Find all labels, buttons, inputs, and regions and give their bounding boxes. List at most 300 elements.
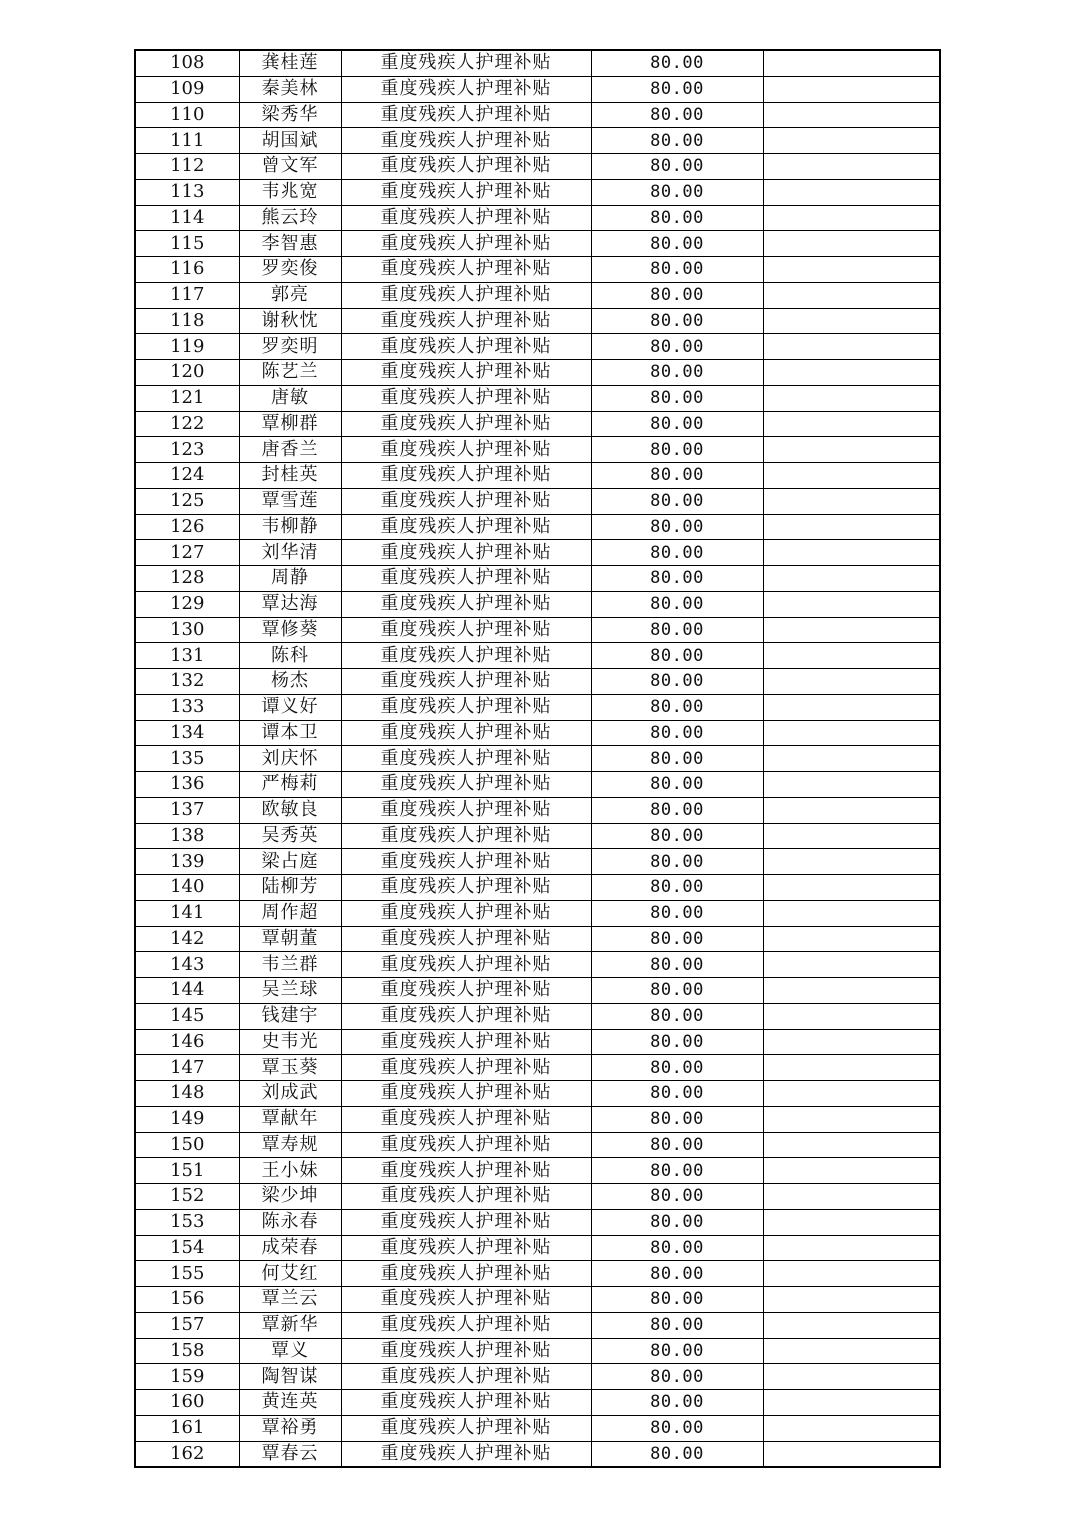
remark-cell <box>763 50 940 76</box>
serial-number-cell: 161 <box>135 1415 239 1441</box>
remark-cell <box>763 1390 940 1416</box>
table-row <box>135 514 940 540</box>
remark-cell <box>763 231 940 257</box>
subsidy-type-cell: 重度残疾人护理补贴 <box>341 823 591 849</box>
remark-cell <box>763 128 940 154</box>
table-row <box>135 411 940 437</box>
person-name-cell: 周作超 <box>239 900 341 926</box>
person-name-cell: 覃达海 <box>239 591 341 617</box>
table-row <box>135 50 940 76</box>
table-row <box>135 669 940 695</box>
person-name-cell: 梁少坤 <box>239 1184 341 1210</box>
table-row <box>135 1441 940 1467</box>
serial-number-cell: 138 <box>135 823 239 849</box>
table-row <box>135 772 940 798</box>
table-row <box>135 540 940 566</box>
amount-cell: 80.00 <box>591 926 763 952</box>
serial-number-cell: 143 <box>135 952 239 978</box>
remark-cell <box>763 76 940 102</box>
person-name-cell: 欧敏良 <box>239 797 341 823</box>
remark-cell <box>763 1029 940 1055</box>
serial-number-cell: 126 <box>135 514 239 540</box>
subsidy-type-cell: 重度残疾人护理补贴 <box>341 231 591 257</box>
table-row <box>135 76 940 102</box>
subsidy-type-cell: 重度残疾人护理补贴 <box>341 643 591 669</box>
subsidy-type-cell: 重度残疾人护理补贴 <box>341 1209 591 1235</box>
subsidy-type-cell: 重度残疾人护理补贴 <box>341 437 591 463</box>
subsidy-type-cell: 重度残疾人护理补贴 <box>341 1029 591 1055</box>
subsidy-type-cell: 重度残疾人护理补贴 <box>341 1261 591 1287</box>
serial-number-cell: 131 <box>135 643 239 669</box>
amount-cell: 80.00 <box>591 566 763 592</box>
subsidy-type-cell: 重度残疾人护理补贴 <box>341 746 591 772</box>
person-name-cell: 熊云玲 <box>239 205 341 231</box>
serial-number-cell: 110 <box>135 102 239 128</box>
table-row <box>135 1364 940 1390</box>
person-name-cell: 覃兰云 <box>239 1287 341 1313</box>
subsidy-type-cell: 重度残疾人护理补贴 <box>341 926 591 952</box>
person-name-cell: 谭本卫 <box>239 720 341 746</box>
serial-number-cell: 152 <box>135 1184 239 1210</box>
amount-cell: 80.00 <box>591 1312 763 1338</box>
table-row <box>135 308 940 334</box>
subsidy-type-cell: 重度残疾人护理补贴 <box>341 463 591 489</box>
remark-cell <box>763 849 940 875</box>
remark-cell <box>763 1106 940 1132</box>
subsidy-type-cell: 重度残疾人护理补贴 <box>341 720 591 746</box>
person-name-cell: 覃雪莲 <box>239 488 341 514</box>
remark-cell <box>763 1441 940 1467</box>
table-row <box>135 385 940 411</box>
subsidy-type-cell: 重度残疾人护理补贴 <box>341 566 591 592</box>
person-name-cell: 覃裕勇 <box>239 1415 341 1441</box>
remark-cell <box>763 772 940 798</box>
subsidy-type-cell: 重度残疾人护理补贴 <box>341 76 591 102</box>
person-name-cell: 刘华清 <box>239 540 341 566</box>
subsidy-type-cell: 重度残疾人护理补贴 <box>341 591 591 617</box>
person-name-cell: 吴秀英 <box>239 823 341 849</box>
amount-cell: 80.00 <box>591 154 763 180</box>
remark-cell <box>763 1261 940 1287</box>
amount-cell: 80.00 <box>591 50 763 76</box>
person-name-cell: 覃义 <box>239 1338 341 1364</box>
table-row <box>135 463 940 489</box>
remark-cell <box>763 1287 940 1313</box>
person-name-cell: 龚桂莲 <box>239 50 341 76</box>
serial-number-cell: 158 <box>135 1338 239 1364</box>
person-name-cell: 王小妹 <box>239 1158 341 1184</box>
table-row <box>135 1158 940 1184</box>
person-name-cell: 韦柳静 <box>239 514 341 540</box>
remark-cell <box>763 540 940 566</box>
serial-number-cell: 112 <box>135 154 239 180</box>
amount-cell: 80.00 <box>591 1055 763 1081</box>
amount-cell: 80.00 <box>591 900 763 926</box>
table-row <box>135 1209 940 1235</box>
person-name-cell: 覃朝董 <box>239 926 341 952</box>
amount-cell: 80.00 <box>591 797 763 823</box>
subsidy-type-cell: 重度残疾人护理补贴 <box>341 154 591 180</box>
table-row <box>135 643 940 669</box>
remark-cell <box>763 257 940 283</box>
remark-cell <box>763 1415 940 1441</box>
person-name-cell: 史韦光 <box>239 1029 341 1055</box>
person-name-cell: 陈永春 <box>239 1209 341 1235</box>
subsidy-type-cell: 重度残疾人护理补贴 <box>341 411 591 437</box>
subsidy-type-cell: 重度残疾人护理补贴 <box>341 978 591 1004</box>
table-row <box>135 1390 940 1416</box>
amount-cell: 80.00 <box>591 1390 763 1416</box>
amount-cell: 80.00 <box>591 1235 763 1261</box>
person-name-cell: 钱建宇 <box>239 1003 341 1029</box>
table-row <box>135 488 940 514</box>
amount-cell: 80.00 <box>591 591 763 617</box>
table-row <box>135 257 940 283</box>
table-row <box>135 1003 940 1029</box>
table-row <box>135 617 940 643</box>
table-row <box>135 1312 940 1338</box>
table-row <box>135 437 940 463</box>
amount-cell: 80.00 <box>591 669 763 695</box>
subsidy-type-cell: 重度残疾人护理补贴 <box>341 1415 591 1441</box>
person-name-cell: 严梅莉 <box>239 772 341 798</box>
remark-cell <box>763 720 940 746</box>
amount-cell: 80.00 <box>591 488 763 514</box>
person-name-cell: 覃献年 <box>239 1106 341 1132</box>
table-row <box>135 1132 940 1158</box>
serial-number-cell: 117 <box>135 282 239 308</box>
amount-cell: 80.00 <box>591 128 763 154</box>
remark-cell <box>763 591 940 617</box>
table-row <box>135 179 940 205</box>
amount-cell: 80.00 <box>591 772 763 798</box>
remark-cell <box>763 1312 940 1338</box>
remark-cell <box>763 1003 940 1029</box>
table-row <box>135 282 940 308</box>
serial-number-cell: 108 <box>135 50 239 76</box>
remark-cell <box>763 1235 940 1261</box>
amount-cell: 80.00 <box>591 875 763 901</box>
person-name-cell: 覃新华 <box>239 1312 341 1338</box>
person-name-cell: 封桂英 <box>239 463 341 489</box>
remark-cell <box>763 1209 940 1235</box>
subsidy-type-cell: 重度残疾人护理补贴 <box>341 257 591 283</box>
serial-number-cell: 160 <box>135 1390 239 1416</box>
serial-number-cell: 150 <box>135 1132 239 1158</box>
person-name-cell: 韦兆宽 <box>239 179 341 205</box>
subsidy-type-cell: 重度残疾人护理补贴 <box>341 540 591 566</box>
table-row <box>135 1029 940 1055</box>
amount-cell: 80.00 <box>591 1261 763 1287</box>
remark-cell <box>763 746 940 772</box>
person-name-cell: 陈艺兰 <box>239 360 341 386</box>
remark-cell <box>763 1338 940 1364</box>
serial-number-cell: 114 <box>135 205 239 231</box>
remark-cell <box>763 488 940 514</box>
subsidy-roster-table <box>134 49 941 1468</box>
subsidy-type-cell: 重度残疾人护理补贴 <box>341 1287 591 1313</box>
person-name-cell: 陈科 <box>239 643 341 669</box>
subsidy-type-cell: 重度残疾人护理补贴 <box>341 385 591 411</box>
amount-cell: 80.00 <box>591 257 763 283</box>
amount-cell: 80.00 <box>591 720 763 746</box>
remark-cell <box>763 437 940 463</box>
serial-number-cell: 122 <box>135 411 239 437</box>
table-row <box>135 900 940 926</box>
remark-cell <box>763 978 940 1004</box>
remark-cell <box>763 617 940 643</box>
subsidy-type-cell: 重度残疾人护理补贴 <box>341 102 591 128</box>
remark-cell <box>763 334 940 360</box>
remark-cell <box>763 102 940 128</box>
subsidy-type-cell: 重度残疾人护理补贴 <box>341 1338 591 1364</box>
subsidy-type-cell: 重度残疾人护理补贴 <box>341 1132 591 1158</box>
amount-cell: 80.00 <box>591 643 763 669</box>
table-row <box>135 128 940 154</box>
subsidy-type-cell: 重度残疾人护理补贴 <box>341 360 591 386</box>
remark-cell <box>763 1184 940 1210</box>
serial-number-cell: 129 <box>135 591 239 617</box>
table-row <box>135 978 940 1004</box>
remark-cell <box>763 514 940 540</box>
remark-cell <box>763 360 940 386</box>
remark-cell <box>763 1055 940 1081</box>
person-name-cell: 覃春云 <box>239 1441 341 1467</box>
serial-number-cell: 116 <box>135 257 239 283</box>
amount-cell: 80.00 <box>591 463 763 489</box>
remark-cell <box>763 875 940 901</box>
serial-number-cell: 137 <box>135 797 239 823</box>
amount-cell: 80.00 <box>591 282 763 308</box>
person-name-cell: 刘庆怀 <box>239 746 341 772</box>
person-name-cell: 曾文军 <box>239 154 341 180</box>
subsidy-type-cell: 重度残疾人护理补贴 <box>341 900 591 926</box>
serial-number-cell: 132 <box>135 669 239 695</box>
subsidy-type-cell: 重度残疾人护理补贴 <box>341 1235 591 1261</box>
remark-cell <box>763 463 940 489</box>
serial-number-cell: 127 <box>135 540 239 566</box>
amount-cell: 80.00 <box>591 1364 763 1390</box>
serial-number-cell: 118 <box>135 308 239 334</box>
subsidy-type-cell: 重度残疾人护理补贴 <box>341 772 591 798</box>
table-row <box>135 926 940 952</box>
person-name-cell: 梁占庭 <box>239 849 341 875</box>
serial-number-cell: 139 <box>135 849 239 875</box>
amount-cell: 80.00 <box>591 1158 763 1184</box>
serial-number-cell: 115 <box>135 231 239 257</box>
remark-cell <box>763 694 940 720</box>
person-name-cell: 唐敏 <box>239 385 341 411</box>
subsidy-type-cell: 重度残疾人护理补贴 <box>341 514 591 540</box>
table-row <box>135 720 940 746</box>
table-row <box>135 154 940 180</box>
amount-cell: 80.00 <box>591 514 763 540</box>
amount-cell: 80.00 <box>591 540 763 566</box>
remark-cell <box>763 411 940 437</box>
serial-number-cell: 146 <box>135 1029 239 1055</box>
subsidy-type-cell: 重度残疾人护理补贴 <box>341 1390 591 1416</box>
person-name-cell: 李智惠 <box>239 231 341 257</box>
amount-cell: 80.00 <box>591 746 763 772</box>
person-name-cell: 成荣春 <box>239 1235 341 1261</box>
amount-cell: 80.00 <box>591 1106 763 1132</box>
amount-cell: 80.00 <box>591 849 763 875</box>
serial-number-cell: 157 <box>135 1312 239 1338</box>
serial-number-cell: 111 <box>135 128 239 154</box>
serial-number-cell: 136 <box>135 772 239 798</box>
serial-number-cell: 151 <box>135 1158 239 1184</box>
serial-number-cell: 162 <box>135 1441 239 1467</box>
person-name-cell: 覃修葵 <box>239 617 341 643</box>
amount-cell: 80.00 <box>591 179 763 205</box>
person-name-cell: 胡国斌 <box>239 128 341 154</box>
serial-number-cell: 125 <box>135 488 239 514</box>
serial-number-cell: 119 <box>135 334 239 360</box>
table-row <box>135 334 940 360</box>
amount-cell: 80.00 <box>591 76 763 102</box>
person-name-cell: 罗奕明 <box>239 334 341 360</box>
remark-cell <box>763 385 940 411</box>
person-name-cell: 秦美林 <box>239 76 341 102</box>
subsidy-type-cell: 重度残疾人护理补贴 <box>341 1312 591 1338</box>
person-name-cell: 唐香兰 <box>239 437 341 463</box>
subsidy-type-cell: 重度残疾人护理补贴 <box>341 1364 591 1390</box>
amount-cell: 80.00 <box>591 694 763 720</box>
amount-cell: 80.00 <box>591 1081 763 1107</box>
amount-cell: 80.00 <box>591 1029 763 1055</box>
subsidy-type-cell: 重度残疾人护理补贴 <box>341 179 591 205</box>
table-row <box>135 231 940 257</box>
person-name-cell: 黄连英 <box>239 1390 341 1416</box>
person-name-cell: 陆柳芳 <box>239 875 341 901</box>
subsidy-type-cell: 重度残疾人护理补贴 <box>341 617 591 643</box>
serial-number-cell: 113 <box>135 179 239 205</box>
serial-number-cell: 159 <box>135 1364 239 1390</box>
person-name-cell: 谭义好 <box>239 694 341 720</box>
serial-number-cell: 130 <box>135 617 239 643</box>
subsidy-type-cell: 重度残疾人护理补贴 <box>341 334 591 360</box>
remark-cell <box>763 1364 940 1390</box>
amount-cell: 80.00 <box>591 334 763 360</box>
subsidy-type-cell: 重度残疾人护理补贴 <box>341 849 591 875</box>
table-row <box>135 1106 940 1132</box>
subsidy-type-cell: 重度残疾人护理补贴 <box>341 1003 591 1029</box>
table-row <box>135 1184 940 1210</box>
table-row <box>135 694 940 720</box>
serial-number-cell: 156 <box>135 1287 239 1313</box>
serial-number-cell: 148 <box>135 1081 239 1107</box>
serial-number-cell: 141 <box>135 900 239 926</box>
subsidy-type-cell: 重度残疾人护理补贴 <box>341 875 591 901</box>
subsidy-type-cell: 重度残疾人护理补贴 <box>341 308 591 334</box>
table-row <box>135 952 940 978</box>
table-row <box>135 566 940 592</box>
subsidy-type-cell: 重度残疾人护理补贴 <box>341 1055 591 1081</box>
table-row <box>135 1415 940 1441</box>
amount-cell: 80.00 <box>591 1132 763 1158</box>
serial-number-cell: 142 <box>135 926 239 952</box>
serial-number-cell: 149 <box>135 1106 239 1132</box>
amount-cell: 80.00 <box>591 437 763 463</box>
table-row <box>135 746 940 772</box>
remark-cell <box>763 308 940 334</box>
table-row <box>135 1261 940 1287</box>
remark-cell <box>763 643 940 669</box>
amount-cell: 80.00 <box>591 1003 763 1029</box>
subsidy-type-cell: 重度残疾人护理补贴 <box>341 669 591 695</box>
person-name-cell: 何艾红 <box>239 1261 341 1287</box>
amount-cell: 80.00 <box>591 617 763 643</box>
person-name-cell: 陶智谋 <box>239 1364 341 1390</box>
person-name-cell: 谢秋忱 <box>239 308 341 334</box>
amount-cell: 80.00 <box>591 952 763 978</box>
table-row <box>135 1287 940 1313</box>
amount-cell: 80.00 <box>591 1184 763 1210</box>
serial-number-cell: 120 <box>135 360 239 386</box>
serial-number-cell: 124 <box>135 463 239 489</box>
subsidy-type-cell: 重度残疾人护理补贴 <box>341 1158 591 1184</box>
remark-cell <box>763 1081 940 1107</box>
person-name-cell: 覃玉葵 <box>239 1055 341 1081</box>
person-name-cell: 刘成武 <box>239 1081 341 1107</box>
amount-cell: 80.00 <box>591 1287 763 1313</box>
subsidy-type-cell: 重度残疾人护理补贴 <box>341 282 591 308</box>
subsidy-type-cell: 重度残疾人护理补贴 <box>341 694 591 720</box>
remark-cell <box>763 282 940 308</box>
serial-number-cell: 109 <box>135 76 239 102</box>
serial-number-cell: 147 <box>135 1055 239 1081</box>
table-row <box>135 102 940 128</box>
serial-number-cell: 155 <box>135 1261 239 1287</box>
subsidy-type-cell: 重度残疾人护理补贴 <box>341 1106 591 1132</box>
table-row <box>135 1081 940 1107</box>
remark-cell <box>763 797 940 823</box>
subsidy-type-cell: 重度残疾人护理补贴 <box>341 1441 591 1467</box>
amount-cell: 80.00 <box>591 1209 763 1235</box>
person-name-cell: 吴兰球 <box>239 978 341 1004</box>
remark-cell <box>763 566 940 592</box>
remark-cell <box>763 179 940 205</box>
table-row <box>135 591 940 617</box>
remark-cell <box>763 669 940 695</box>
table-row <box>135 797 940 823</box>
subsidy-type-cell: 重度残疾人护理补贴 <box>341 205 591 231</box>
serial-number-cell: 134 <box>135 720 239 746</box>
remark-cell <box>763 205 940 231</box>
subsidy-type-cell: 重度残疾人护理补贴 <box>341 1081 591 1107</box>
amount-cell: 80.00 <box>591 978 763 1004</box>
amount-cell: 80.00 <box>591 1415 763 1441</box>
person-name-cell: 韦兰群 <box>239 952 341 978</box>
amount-cell: 80.00 <box>591 205 763 231</box>
table-row <box>135 205 940 231</box>
person-name-cell: 罗奕俊 <box>239 257 341 283</box>
remark-cell <box>763 154 940 180</box>
subsidy-type-cell: 重度残疾人护理补贴 <box>341 797 591 823</box>
table-row <box>135 1338 940 1364</box>
serial-number-cell: 135 <box>135 746 239 772</box>
person-name-cell: 覃寿规 <box>239 1132 341 1158</box>
amount-cell: 80.00 <box>591 360 763 386</box>
amount-cell: 80.00 <box>591 102 763 128</box>
person-name-cell: 郭亮 <box>239 282 341 308</box>
subsidy-type-cell: 重度残疾人护理补贴 <box>341 50 591 76</box>
serial-number-cell: 133 <box>135 694 239 720</box>
remark-cell <box>763 900 940 926</box>
serial-number-cell: 123 <box>135 437 239 463</box>
person-name-cell: 覃柳群 <box>239 411 341 437</box>
serial-number-cell: 144 <box>135 978 239 1004</box>
